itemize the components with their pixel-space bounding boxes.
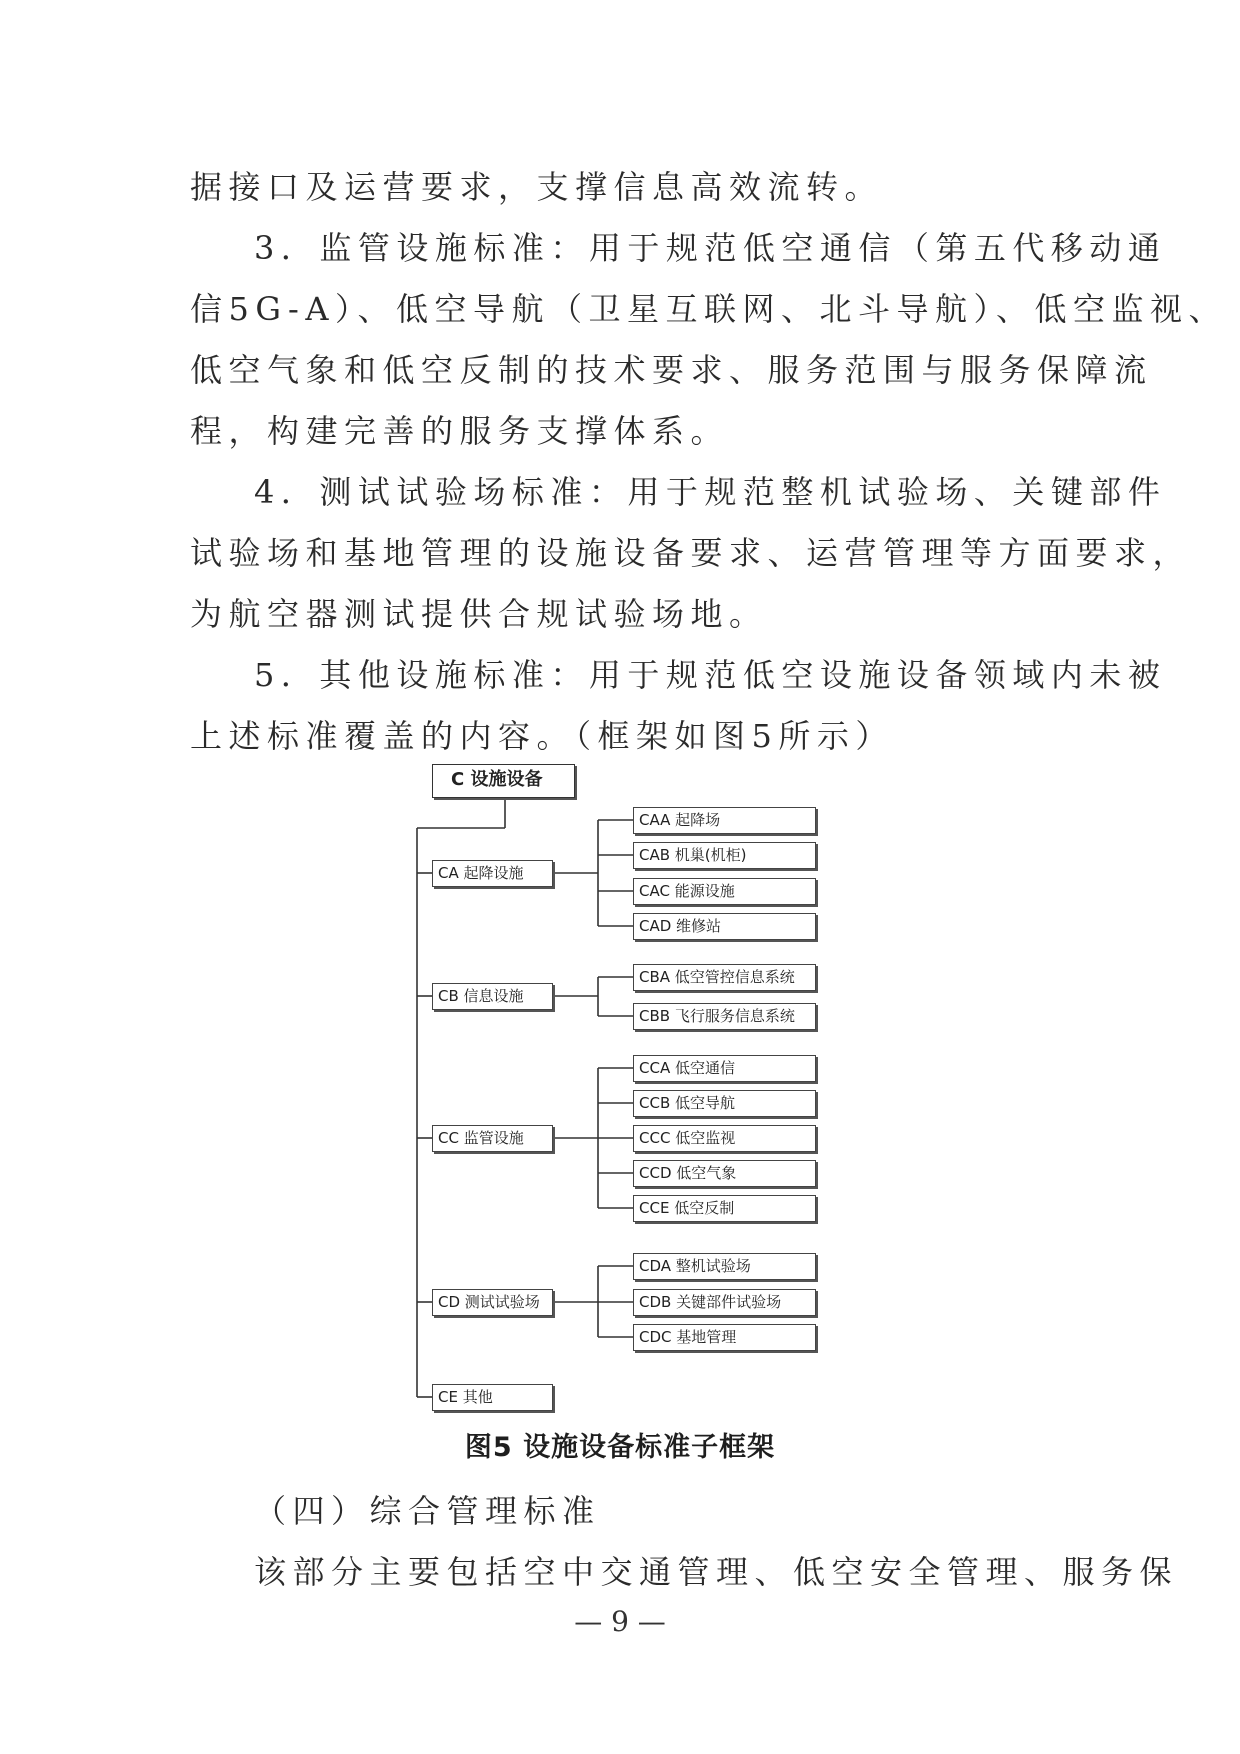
text-line: 试验场和基地管理的设施设备要求、运营管理等方面要求， bbox=[190, 534, 1192, 572]
branch-node-cb: CB 信息设施 bbox=[432, 983, 553, 1010]
leaf-node: CDA 整机试验场 bbox=[633, 1253, 816, 1280]
branch-node-cc: CC 监管设施 bbox=[432, 1125, 553, 1152]
paragraph-section-4 bbox=[190, 1542, 1179, 1603]
text-line: 为航空器测试提供合规试验场地。 bbox=[190, 595, 768, 633]
leaf-node: CAA 起降场 bbox=[633, 807, 816, 834]
section-heading bbox=[190, 1481, 1050, 1542]
leaf-node: CDC 基地管理 bbox=[633, 1324, 816, 1351]
paragraph-5 bbox=[190, 645, 1167, 767]
paragraph-continuation bbox=[190, 157, 1050, 218]
paragraph-4 bbox=[190, 462, 1192, 645]
leaf-node: CAD 维修站 bbox=[633, 913, 816, 940]
leaf-node: CCE 低空反制 bbox=[633, 1195, 816, 1222]
heading-text: （四）综合管理标准 bbox=[254, 1492, 601, 1530]
leaf-node: CAC 能源设施 bbox=[633, 878, 816, 905]
text-line: 5．其他设施标准：用于规范低空设施设备领域内未被 bbox=[254, 656, 1167, 694]
text-line: 程，构建完善的服务支撑体系。 bbox=[190, 412, 730, 450]
figure-caption: 图5 设施设备标准子框架 bbox=[464, 1432, 776, 1463]
text-line: 4．测试试验场标准：用于规范整机试验场、关键部件 bbox=[254, 473, 1167, 511]
leaf-node: CCD 低空气象 bbox=[633, 1160, 816, 1187]
text-line: 信5G-A）、低空导航（卫星互联网、北斗导航）、低空监视、 bbox=[190, 290, 1227, 328]
text-line: 低空气象和低空反制的技术要求、服务范围与服务保障流 bbox=[190, 351, 1153, 389]
text-line: 据接口及运营要求，支撑信息高效流转。 bbox=[190, 168, 884, 206]
leaf-node: CCC 低空监视 bbox=[633, 1125, 816, 1152]
branch-node-cd: CD 测试试验场 bbox=[432, 1289, 553, 1316]
leaf-node: CCB 低空导航 bbox=[633, 1090, 816, 1117]
leaf-node: CDB 关键部件试验场 bbox=[633, 1289, 816, 1316]
branch-node-ca: CA 起降设施 bbox=[432, 860, 553, 887]
text-line: 3．监管设施标准：用于规范低空通信（第五代移动通 bbox=[254, 229, 1167, 267]
diagram-root-node: C 设施设备 bbox=[432, 764, 575, 798]
text-line: 上述标准覆盖的内容。（框架如图5所示） bbox=[190, 717, 894, 755]
page-number: — 9 — bbox=[574, 1605, 666, 1638]
leaf-node: CBA 低空管控信息系统 bbox=[633, 964, 816, 991]
leaf-node: CBB 飞行服务信息系统 bbox=[633, 1003, 816, 1030]
leaf-node: CAB 机巢(机柜) bbox=[633, 842, 816, 869]
paragraph-3 bbox=[190, 218, 1227, 462]
branch-node-ce: CE 其他 bbox=[432, 1384, 553, 1411]
text-line: 该部分主要包括空中交通管理、低空安全管理、服务保 bbox=[254, 1553, 1179, 1591]
leaf-node: CCA 低空通信 bbox=[633, 1055, 816, 1082]
